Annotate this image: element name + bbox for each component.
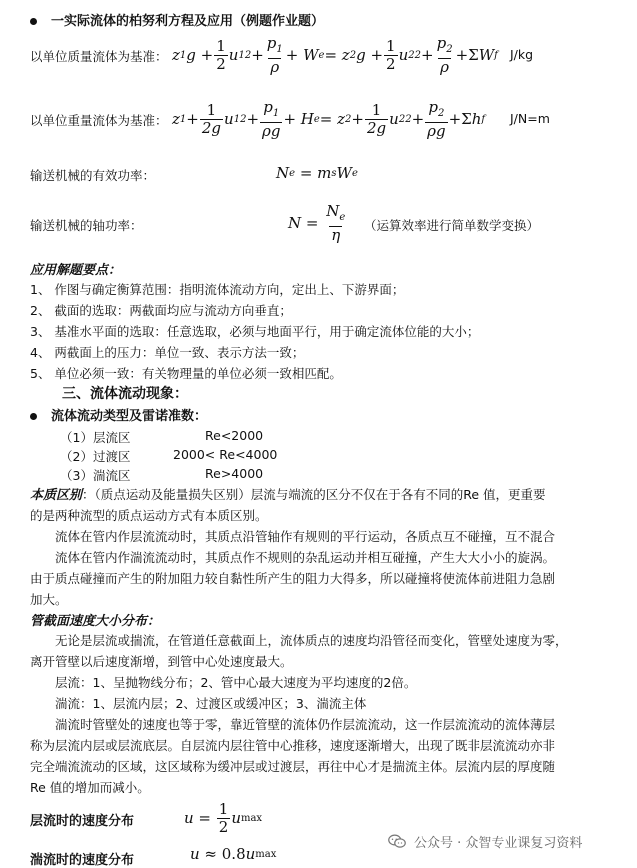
essence-label: 本质区别 bbox=[30, 488, 83, 503]
essence-line: 流体在管内作层流流动时，其质点沿管轴作有规则的平行运动，各质点互不碰撞，互不混合 bbox=[55, 529, 556, 544]
eq1-label: 以单位质量流体为基准： bbox=[30, 49, 168, 64]
solution-item: 1、 作图与确定衡算范围：指明流体流动方向，定出上、下游界面； bbox=[30, 282, 405, 297]
eq4-note: （运算效率进行简单数学变换） bbox=[364, 218, 540, 233]
eq2-label: 以单位重量流体为基准： bbox=[30, 113, 168, 128]
equation-shaft-power: N = $\frac{N_e}{\eta}$ bbox=[288, 201, 346, 244]
watermark bbox=[388, 832, 582, 851]
velocity-line: 湍流：1、层流内层；2、过渡区或缓冲区；3、湍流主体 bbox=[55, 696, 367, 711]
wechat-icon bbox=[388, 834, 406, 849]
heading-bernoulli: 一实际流体的柏努利方程及应用（例题作业题） bbox=[30, 10, 324, 29]
velocity-line: 离开管壁以后速度渐增，到管中心处速度最大。 bbox=[30, 654, 293, 669]
solution-item: 5、 单位必须一致：有关物理量的单位必须一致相匹配。 bbox=[30, 366, 342, 381]
watermark-text: 公众号 · 众智专业课复习资料 bbox=[414, 836, 583, 851]
velocity-line: 无论是层流或揣流，在管道任意截面上，流体质点的速度均沿管径而变化，管壁处速度为零， bbox=[55, 633, 568, 648]
equation-weight-basis: z 1 + $\frac{1}{2g}$ u 1 2 + $\frac{p_1}{\rho g}$ + H e = z 2 + $\frac{1}{2g}$ u 2 2 + $\frac{p_2}{\rho g}$ + Σ h f bbox=[172, 97, 486, 140]
equation-mass-basis: z 1 g + $\frac{1}{2}$ u 1 2 + $\frac{p_1}{\rho}$ + W e = z 2 g + $\frac{1}{2}$ u 2 2 + $\frac{p_2}{\rho}$ + Σ W f bbox=[172, 33, 498, 76]
flow-type-name: （3）湍流区 bbox=[60, 468, 131, 483]
flow-type-cond: Re>4000 bbox=[205, 466, 264, 481]
laminar-dist-label: 层流时的速度分布 bbox=[30, 814, 135, 829]
essence-line: 本质区别：（质点运动及能量损失区别）层流与端流的区分不仅在于各有不同的Re 值，更重要 bbox=[30, 487, 546, 503]
flow-type-cond: Re<2000 bbox=[205, 428, 264, 443]
velocity-line: Re 值的增加而减小。 bbox=[30, 780, 150, 795]
eq4-label: 输送机械的轴功率： bbox=[30, 218, 143, 233]
velocity-line: 完全端流流动的区域，这区域称为缓冲层或过渡层，再往中心才是揣流主体。层流内层的厚度随 bbox=[30, 759, 556, 774]
velocity-line: 湍流时管壁处的速度也等于零，靠近管壁的流体仍作层流流动，这一作层流流动的流体薄层 bbox=[55, 717, 556, 732]
essence-line: 由于质点碰撞而产生的附加阻力较自黏性所产生的阻力大得多，所以碰撞将使流体前进阻力急剧 bbox=[30, 571, 556, 586]
equation-laminar: u = $\frac{1}{2}$ u max bbox=[184, 799, 263, 836]
section-title: 三、流体流动现象： bbox=[62, 386, 188, 402]
equation-turbulent: u ≈ 0.8 u max bbox=[190, 845, 277, 863]
flow-type-name: （1）层流区 bbox=[60, 430, 131, 445]
bullet-icon bbox=[30, 413, 37, 420]
eq2-unit: J/N=m bbox=[510, 111, 550, 126]
bullet-icon bbox=[30, 18, 37, 25]
equation-effective-power: N e = m s W e bbox=[276, 164, 358, 182]
solution-item: 4、 两截面上的压力：单位一致、表示方法一致； bbox=[30, 345, 305, 360]
solution-item: 2、 截面的选取：两截面均应与流动方向垂直； bbox=[30, 303, 292, 318]
flow-type-cond: 2000< Re<4000 bbox=[173, 447, 278, 462]
velocity-line: 称为层流内层或层流底层。自层流内层往管中心推移，速度逐渐增大，出现了既非层流流动亦非 bbox=[30, 738, 556, 753]
flow-type-name: （2）过渡区 bbox=[60, 449, 131, 464]
solution-item: 3、 基准水平面的选取：任意选取，必须与地面平行，用于确定流体位能的大小； bbox=[30, 324, 480, 339]
eq3-label: 输送机械的有效功率： bbox=[30, 168, 156, 183]
turbulent-dist-label: 湍流时的速度分布 bbox=[30, 853, 135, 868]
velocity-line: 层流：1、呈抛物线分布；2、管中心最大速度为平均速度的2倍。 bbox=[55, 675, 417, 690]
velocity-title: 管截面速度大小分布： bbox=[30, 614, 161, 629]
solution-title: 应用解题要点： bbox=[30, 263, 122, 278]
bullet-flow-types: 流体流动类型及雷诺准数： bbox=[30, 405, 207, 424]
eq1-unit: J/kg bbox=[510, 47, 534, 62]
essence-line: 加大。 bbox=[30, 592, 68, 607]
essence-line: 的是两种流型的质点运动方式有本质区别。 bbox=[30, 508, 268, 523]
essence-line: 流体在管内作湍流流动时，其质点作不规则的杂乱运动并相互碰撞，产生大大小小的旋涡。 bbox=[55, 550, 556, 565]
